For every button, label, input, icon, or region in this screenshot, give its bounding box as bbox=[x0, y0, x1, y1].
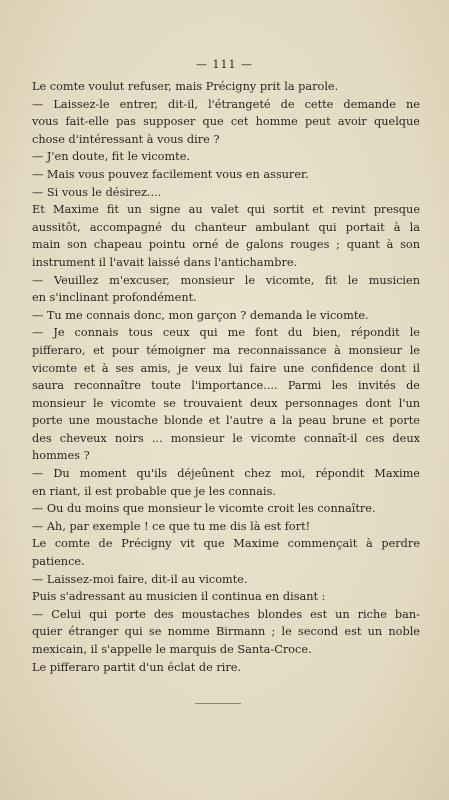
text-line: monsieur le vicomte se trouvaient deux personnages dont l'un bbox=[32, 396, 420, 410]
text-line: Puis s'adressant au musicien il continua en disant : bbox=[32, 590, 326, 604]
text-line: pifferaro, et pour témoigner ma reconnaissance à monsieur le bbox=[32, 343, 420, 357]
text-line: — Veuillez m'excuser, monsieur le vicomte, fit le musicien bbox=[32, 273, 420, 287]
text-line: — Ah, par exemple ! ce que tu me dis là est fort! bbox=[32, 519, 311, 533]
text-line: — Si vous le désirez.... bbox=[32, 185, 162, 199]
text-line: — Mais vous pouvez facilement vous en assurer. bbox=[32, 167, 309, 181]
page-number: — 111 — bbox=[196, 58, 253, 71]
text-line: vous fait-elle pas supposer que cet homme peut avoir quelque bbox=[32, 115, 420, 129]
text-line: Le comte voulut refuser, mais Précigny prit la parole. bbox=[32, 80, 339, 93]
text-line: — Laissez-le entrer, dit-il, l'étrangeté de cette demande ne bbox=[32, 97, 420, 111]
text-line: — Celui qui porte des moustaches blondes est un riche ban- bbox=[32, 607, 420, 621]
text-line: saura reconnaître toute l'importance.... Parmi les invités de bbox=[32, 379, 420, 393]
text-line: porte une moustache blonde et l'autre a la peau brune et porte bbox=[32, 414, 420, 428]
text-line: des cheveux noirs ... monsieur le vicomte connaît-il ces deux bbox=[32, 431, 420, 445]
text-line: main son chapeau pointu orné de galons rouges ; quant à son bbox=[32, 238, 420, 252]
text-line: en riant, il est probable que je les connais. bbox=[32, 484, 276, 498]
text-line: chose d'intéressant à vous dire ? bbox=[32, 132, 220, 146]
text-line: aussitôt, accompagné du chanteur ambulant qui portait à la bbox=[32, 220, 420, 234]
text-line: quier étranger qui se nomme Birmann ; le second est un noble bbox=[32, 625, 420, 639]
text-line: patience. bbox=[32, 555, 85, 569]
text-line: — Tu me connais donc, mon garçon ? demanda le vicomte. bbox=[32, 308, 369, 322]
text-line: — Laissez-moi faire, dit-il au vicomte. bbox=[32, 572, 248, 586]
text-line: instrument il l'avait laissé dans l'antichambre. bbox=[32, 255, 298, 269]
text-line: — Je connais tous ceux qui me font du bien, répondit le bbox=[32, 326, 420, 340]
text-line: Le comte de Précigny vit que Maxime commençait à perdre bbox=[32, 537, 420, 551]
page-text bbox=[32, 78, 420, 676]
text-line: — J'en doute, fit le vicomte. bbox=[32, 150, 190, 164]
text-line: mexicain, il s'appelle le marquis de Santa-Croce. bbox=[32, 643, 312, 656]
text-line: Le pifferaro partit d'un éclat de rire. bbox=[32, 660, 242, 674]
text-line: — Du moment qu'ils déjeûnent chez moi, répondit Maxime bbox=[32, 467, 420, 481]
text-line: — Ou du moins que monsieur le vicomte croit les connaître. bbox=[32, 502, 376, 516]
text-line: vicomte et à ses amis, je veux lui faire une confidence dont il bbox=[32, 361, 420, 375]
text-line: Et Maxime fit un signe au valet qui sortit et revint presque bbox=[32, 203, 420, 217]
text-line: hommes ? bbox=[32, 449, 90, 463]
end-rule bbox=[195, 703, 241, 704]
text-line: en s'inclinant profondément. bbox=[32, 291, 197, 305]
